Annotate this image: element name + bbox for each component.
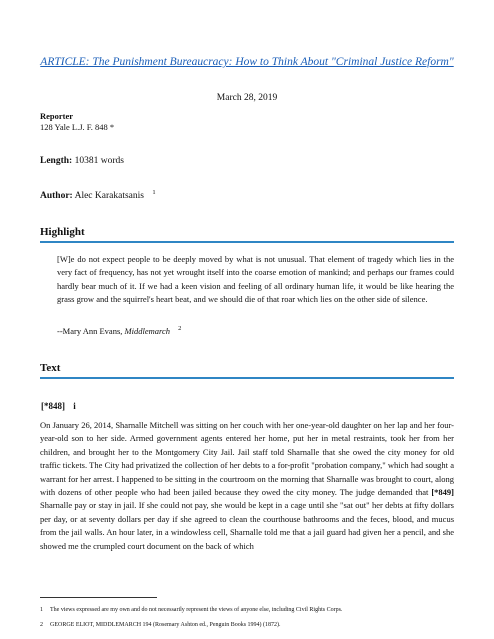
page-marker-2: [*849] bbox=[431, 487, 454, 498]
page-marker-line bbox=[41, 401, 76, 411]
body-text-part1: On January 26, 2014, Sharnalle Mitchell was sitting on her couch with her one-year-old daughter on her lap and her four-year-old son to her side. Armed government agents entered her home, put her in metal restraints, took her from her children, and brought her to the Montgomery City Jail. Jail staff told Sharnalle that she owed the city money for old traffic tickets. The City had privatized the collection of her debts to a for-profit "probation company," which had sought a warrant for her arrest. I happened to be sitting in the courtroom on the morning that Sharnalle was brought to court, along with dozens of other people who had been jailed because they owed the city money. The judge demanded that bbox=[40, 420, 454, 498]
body-paragraph bbox=[40, 419, 454, 553]
attribution-footnote-ref[interactable]: 2 bbox=[178, 325, 182, 332]
highlight-attribution bbox=[57, 325, 181, 336]
reporter-value: 128 Yale L.J. F. 848 * bbox=[40, 122, 115, 132]
footnote-divider bbox=[40, 597, 157, 598]
author-footnote-ref[interactable]: 1 bbox=[152, 189, 156, 196]
author-line bbox=[40, 189, 156, 201]
text-heading: Text bbox=[40, 362, 61, 374]
highlight-quote: [W]e do not expect people to be deeply moved by what is not unusual. That element of tragedy which lies in the very fact of frequency, has not yet wrought itself into the coarse emotion of mankind; and perhaps our frames could hardly bear much of it. If we had a keen vision and feeling of all ordinary human life, it would be like hearing the grass grow and the squirrel's heart beat, and we should die of that roar which lies on the other side of silence. bbox=[57, 254, 454, 305]
article-date: March 28, 2019 bbox=[216, 93, 278, 103]
footnote-2-text: GEORGE ELIOT, MIDDLEMARCH 194 (Rosemary Ashton ed., Penguin Books 1994) (1872). bbox=[50, 622, 281, 628]
attribution-work: Middlemarch bbox=[124, 325, 170, 336]
highlight-heading: Highlight bbox=[40, 226, 85, 238]
highlight-rule bbox=[40, 241, 454, 243]
reporter-label: Reporter bbox=[40, 111, 74, 121]
footnote-1-text: The views expressed are my own and do not necessarily represent the views of anyone else, including Civil Rights Corps. bbox=[50, 607, 343, 613]
length-line bbox=[40, 156, 124, 166]
reporter-block bbox=[40, 111, 114, 133]
author-value: Alec Karakatsanis bbox=[74, 191, 144, 202]
section-roman: i bbox=[73, 401, 76, 411]
footnote-1 bbox=[40, 606, 454, 614]
body-text-part2: Sharnalle pay or stay in jail. If she could not pay, she would be kept in a cage until she "sat out" her debts at fifty dollars per day, or at seventy dollars per day if she agreed to clean the courthouse bathrooms and the feces, blood, and mucus from the jail walls. An hour later, in a windowless cell, Sharnalle told me that a jail guard had given her a pencil, and she showed me the crumpled court document on the back of which bbox=[40, 500, 454, 551]
author-label: Author: bbox=[40, 191, 73, 202]
page-marker: [*848] bbox=[41, 401, 65, 411]
length-value: 10381 words bbox=[74, 156, 124, 166]
length-label: Length: bbox=[40, 156, 73, 166]
attribution-prefix: --Mary Ann Evans, bbox=[57, 325, 123, 336]
footnote-2 bbox=[40, 621, 454, 629]
footnote-2-num: 2 bbox=[40, 622, 43, 628]
footnote-1-num: 1 bbox=[40, 607, 43, 613]
article-title-link[interactable]: ARTICLE: The Punishment Bureaucracy: How to Think About "Criminal Justice Reform" bbox=[40, 56, 454, 68]
text-rule bbox=[40, 377, 454, 379]
